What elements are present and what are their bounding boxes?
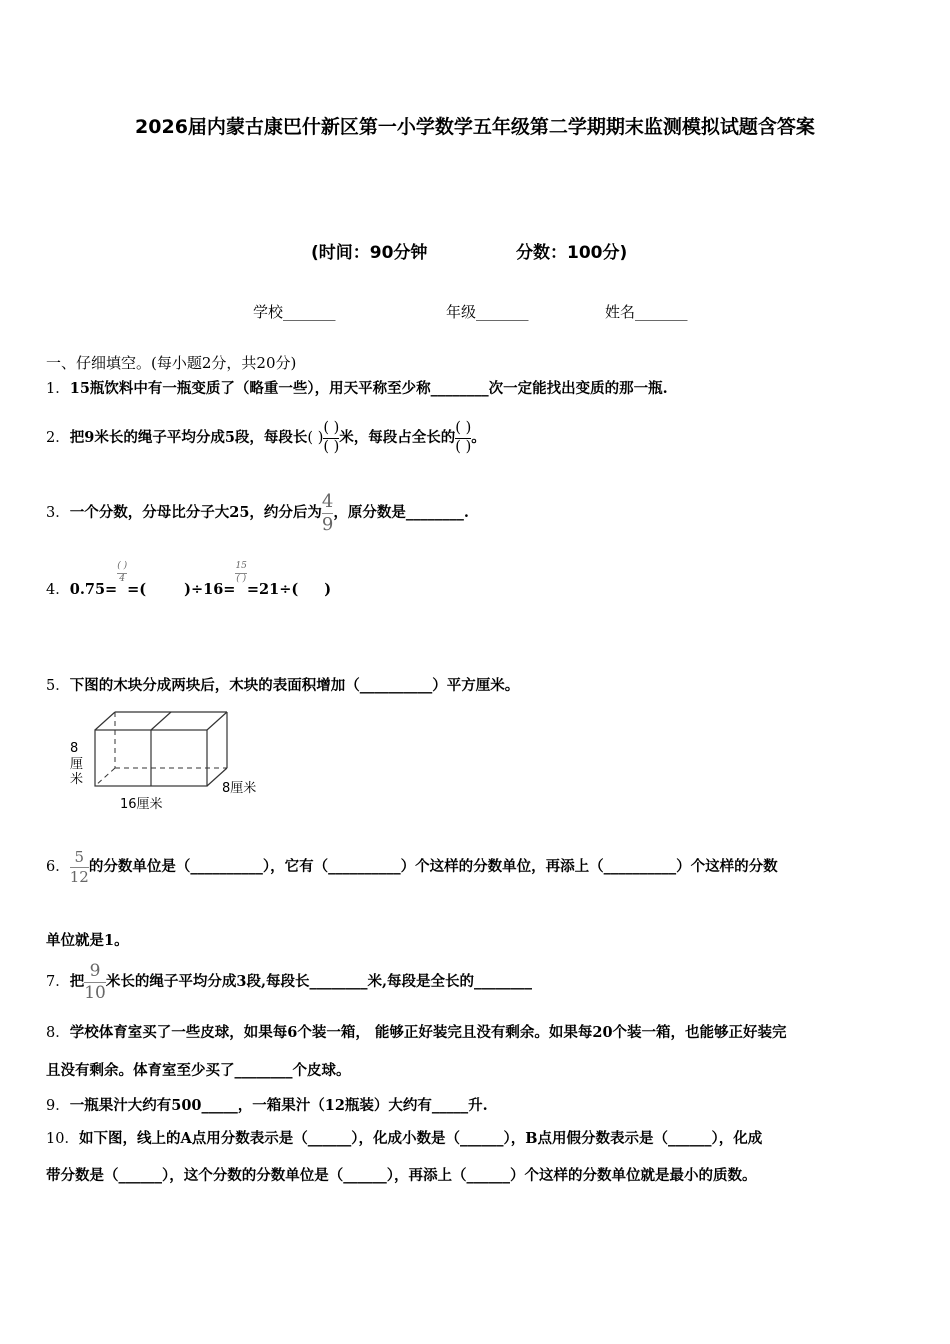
fraction-blank: $\frac{( )}{( )}$ — [323, 419, 340, 455]
fraction-9-10: $\frac{9}{10}$ — [84, 960, 106, 1003]
grade-field: 年级_______ — [446, 303, 529, 321]
fraction-blank: $\frac{( )}{( )}$ — [455, 419, 472, 455]
label-height-unit-2: 米 — [70, 772, 84, 787]
fraction-blank-4: $\frac{( )}{4}$ — [117, 561, 128, 584]
fraction-15-blank: $\frac{15}{( )}$ — [235, 561, 247, 584]
question-1: 1．15瓶饮料中有一瓶变质了（略重一些），用天平称至少称________次一定能找出变质的那一瓶. — [46, 380, 668, 397]
time-label: (时间：90分钟 — [311, 243, 428, 263]
wood-block-diagram — [60, 702, 280, 814]
school-field: 学校_______ — [253, 303, 336, 321]
question-2: 2．把9米长的绳子平均分成5段，每段长( ) $\frac{( )}{( )}$ 米，每段占全长的 $\frac{( )}{( )}$ 。 — [46, 419, 486, 455]
question-10-cont: 带分数是（______），这个分数的分数单位是（______），再添上（______）个这样的分数单位就是最小的质数。 — [46, 1167, 757, 1184]
section-heading: 一、仔细填空。(每小题2分，共20分) — [46, 354, 297, 372]
label-height-unit-1: 厘 — [70, 757, 84, 772]
label-depth: 8厘米 — [222, 781, 257, 796]
page-title: 2026届内蒙古康巴什新区第一小学数学五年级第二学期期末监测模拟试题含答案 — [135, 116, 815, 138]
score-label: 分数：100分) — [516, 243, 628, 263]
question-4: 4．0.75= $\frac{( )}{4}$ =( )÷16= $\frac{15}{( )}$ =21÷( ) — [46, 561, 332, 598]
fraction-5-12: $\frac{5}{12}$ — [69, 848, 89, 886]
question-8-cont: 且没有剩余。体育室至少买了________个皮球。 — [46, 1062, 351, 1079]
question-8: 8．学校体育室买了一些皮球，如果每6个装一箱， 能够正好装完且没有剩余。如果每20个装一箱，也能够正好装完 — [46, 1024, 787, 1041]
question-6-cont: 单位就是1。 — [46, 932, 129, 949]
question-5: 5．下图的木块分成两块后，木块的表面积增加（__________）平方厘米。 — [46, 677, 520, 694]
question-6: 6． $\frac{5}{12}$ 的分数单位是（__________），它有（__________）个这样的分数单位，再添上（__________）个这样的分数 — [46, 848, 778, 886]
question-7: 7．把 $\frac{9}{10}$ 米长的绳子平均分成3段,每段长________米,每段是全长的________ — [46, 960, 533, 1003]
fraction-4-9: $\frac{4}{9}$ — [321, 490, 334, 535]
question-9: 9．一瓶果汁大约有500_____，一箱果汁（12瓶装）大约有_____升. — [46, 1097, 488, 1114]
question-3: 3．一个分数，分母比分子大25，约分后为 $\frac{4}{9}$ ，原分数是________. — [46, 490, 469, 535]
question-10: 10．如下图，线上的A点用分数表示是（______），化成小数是（______），B点用假分数表示是（______），化成 — [46, 1130, 763, 1147]
label-width: 16厘米 — [120, 797, 163, 812]
label-height: 8 — [70, 741, 79, 756]
name-field: 姓名_______ — [605, 303, 688, 321]
